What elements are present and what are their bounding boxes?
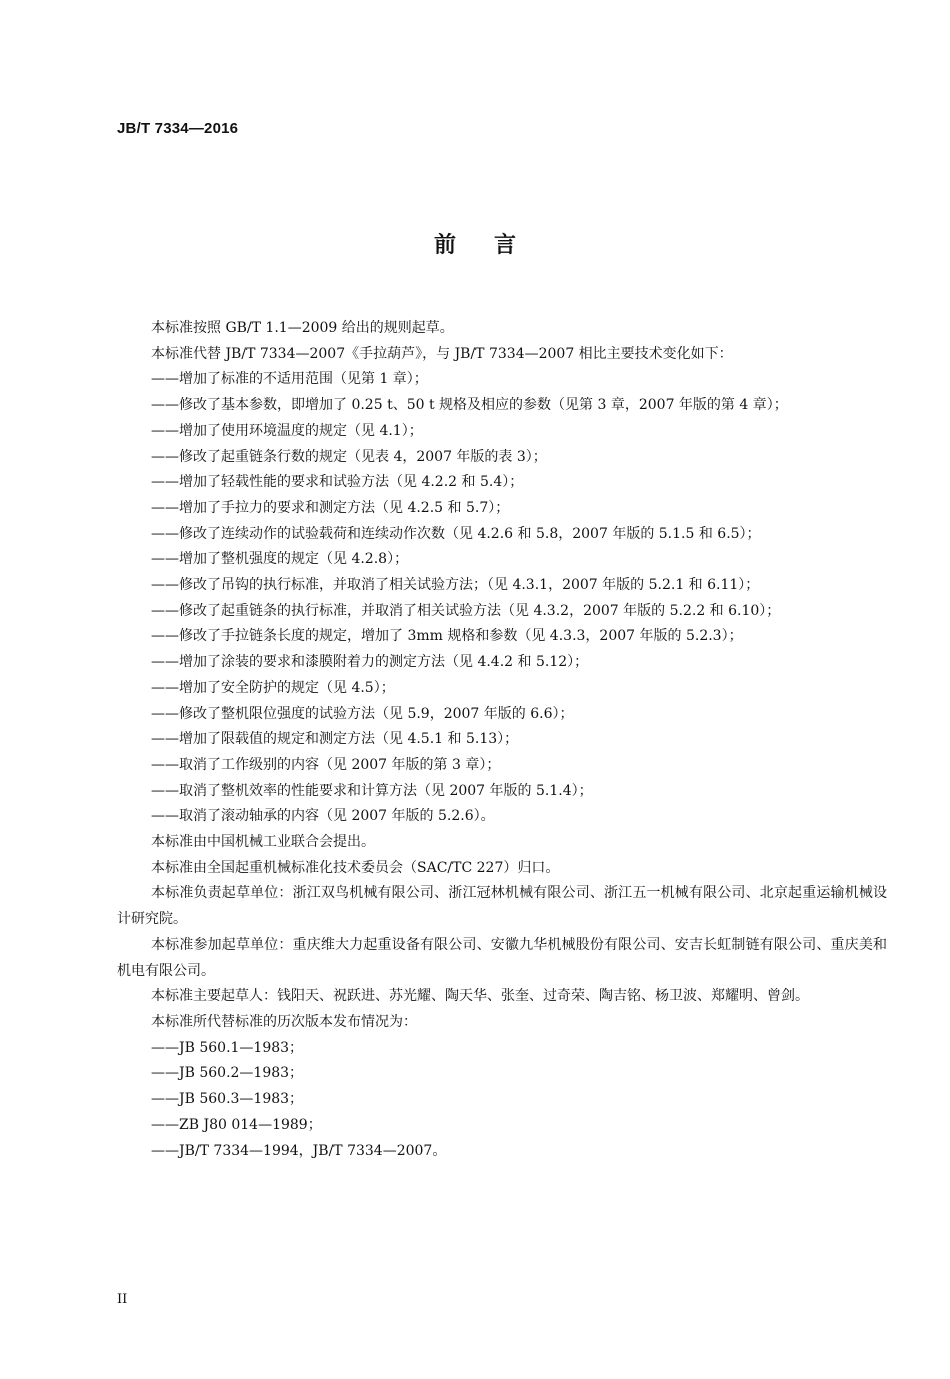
- change-item: ——增加了限载值的规定和测定方法（见 4.5.1 和 5.13）；: [151, 731, 519, 748]
- page-title: [0, 228, 950, 259]
- change-item: ——增加了整机强度的规定（见 4.2.8）；: [151, 551, 409, 568]
- change-item: ——修改了吊钩的执行标准，并取消了相关试验方法；（见 4.3.1，2007 年版的 5.2.1 和 6.11）；: [151, 577, 760, 594]
- change-item: ——增加了手拉力的要求和测定方法（见 4.2.5 和 5.7）；: [151, 499, 510, 516]
- participating-units-paragraph: 本标准参加起草单位：重庆维大力起重设备有限公司、安徽九华机械股份有限公司、安吉长虹制链有限公司、重庆美和机电有限公司。: [117, 936, 887, 979]
- change-item: ——修改了手拉链条长度的规定，增加了 3mm 规格和参数（见 4.3.3，2007 年版的 5.2.3）；: [151, 628, 743, 645]
- change-item: ——增加了安全防护的规定（见 4.5）；: [151, 679, 395, 696]
- change-item: ——增加了涂装的要求和漆膜附着力的测定方法（见 4.4.2 和 5.12）；: [151, 654, 589, 671]
- history-heading: 本标准所代替标准的历次版本发布情况为：: [151, 1013, 417, 1030]
- change-item: ——取消了滚动轴承的内容（见 2007 年版的 5.2.6）。: [151, 808, 495, 825]
- change-item: ——增加了标准的不适用范围（见第 1 章）；: [151, 371, 428, 388]
- change-item: ——修改了连续动作的试验载荷和连续动作次数（见 4.2.6 和 5.8，2007 年版的 5.1.5 和 6.5）；: [151, 525, 761, 542]
- change-item: ——修改了基本参数，即增加了 0.25 t、50 t 规格及相应的参数（见第 3 章，2007 年版的第 4 章）；: [151, 397, 788, 414]
- intro-line: 本标准代替 JB/T 7334—2007《手拉葫芦》，与 JB/T 7334—2007 相比主要技术变化如下：: [151, 345, 733, 362]
- change-item: ——取消了工作级别的内容（见 2007 年版的第 3 章）；: [151, 756, 501, 773]
- title-char-2: 言: [494, 233, 555, 258]
- change-item: ——增加了使用环境温度的规定（见 4.1）；: [151, 422, 423, 439]
- change-item: ——增加了轻载性能的要求和试验方法（见 4.2.2 和 5.4）；: [151, 474, 524, 491]
- change-item: ——取消了整机效率的性能要求和计算方法（见 2007 年版的 5.1.4）；: [151, 782, 593, 799]
- foreword-body: [117, 316, 887, 1164]
- history-item: ——JB 560.2—1983；: [151, 1065, 304, 1082]
- change-item: ——修改了整机限位强度的试验方法（见 5.9，2007 年版的 6.6）；: [151, 705, 574, 722]
- change-item: ——修改了起重链条行数的规定（见表 4，2007 年版的表 3）；: [151, 448, 547, 465]
- title-char-1: 前: [433, 233, 494, 258]
- drafters-paragraph: 本标准主要起草人：钱阳天、祝跃进、苏光耀、陶天华、张奎、过奇荣、陶吉铭、杨卫波、郑耀明、曾剑。: [151, 988, 809, 1005]
- proposer-paragraph: 本标准由中国机械工业联合会提出。: [151, 834, 375, 851]
- history-item: ——JB/T 7334—1994，JB/T 7334—2007。: [151, 1142, 447, 1159]
- page-number: II: [117, 1292, 128, 1307]
- administrator-paragraph: 本标准由全国起重机械标准化技术委员会（SAC/TC 227）归口。: [151, 859, 560, 876]
- standard-code-header: JB/T 7334—2016: [117, 120, 239, 137]
- intro-line: 本标准按照 GB/T 1.1—2009 给出的规则起草。: [151, 320, 454, 336]
- history-item: ——ZB J80 014—1989；: [151, 1116, 322, 1133]
- change-item: ——修改了起重链条的执行标准，并取消了相关试验方法（见 4.3.2，2007 年版的 5.2.2 和 6.10）；: [151, 602, 781, 619]
- history-item: ——JB 560.3—1983；: [151, 1091, 304, 1108]
- drafting-units-paragraph: 本标准负责起草单位：浙江双鸟机械有限公司、浙江冠林机械有限公司、浙江五一机械有限公司、北京起重运输机械设计研究院。: [117, 885, 887, 928]
- history-item: ——JB 560.1—1983；: [151, 1039, 304, 1056]
